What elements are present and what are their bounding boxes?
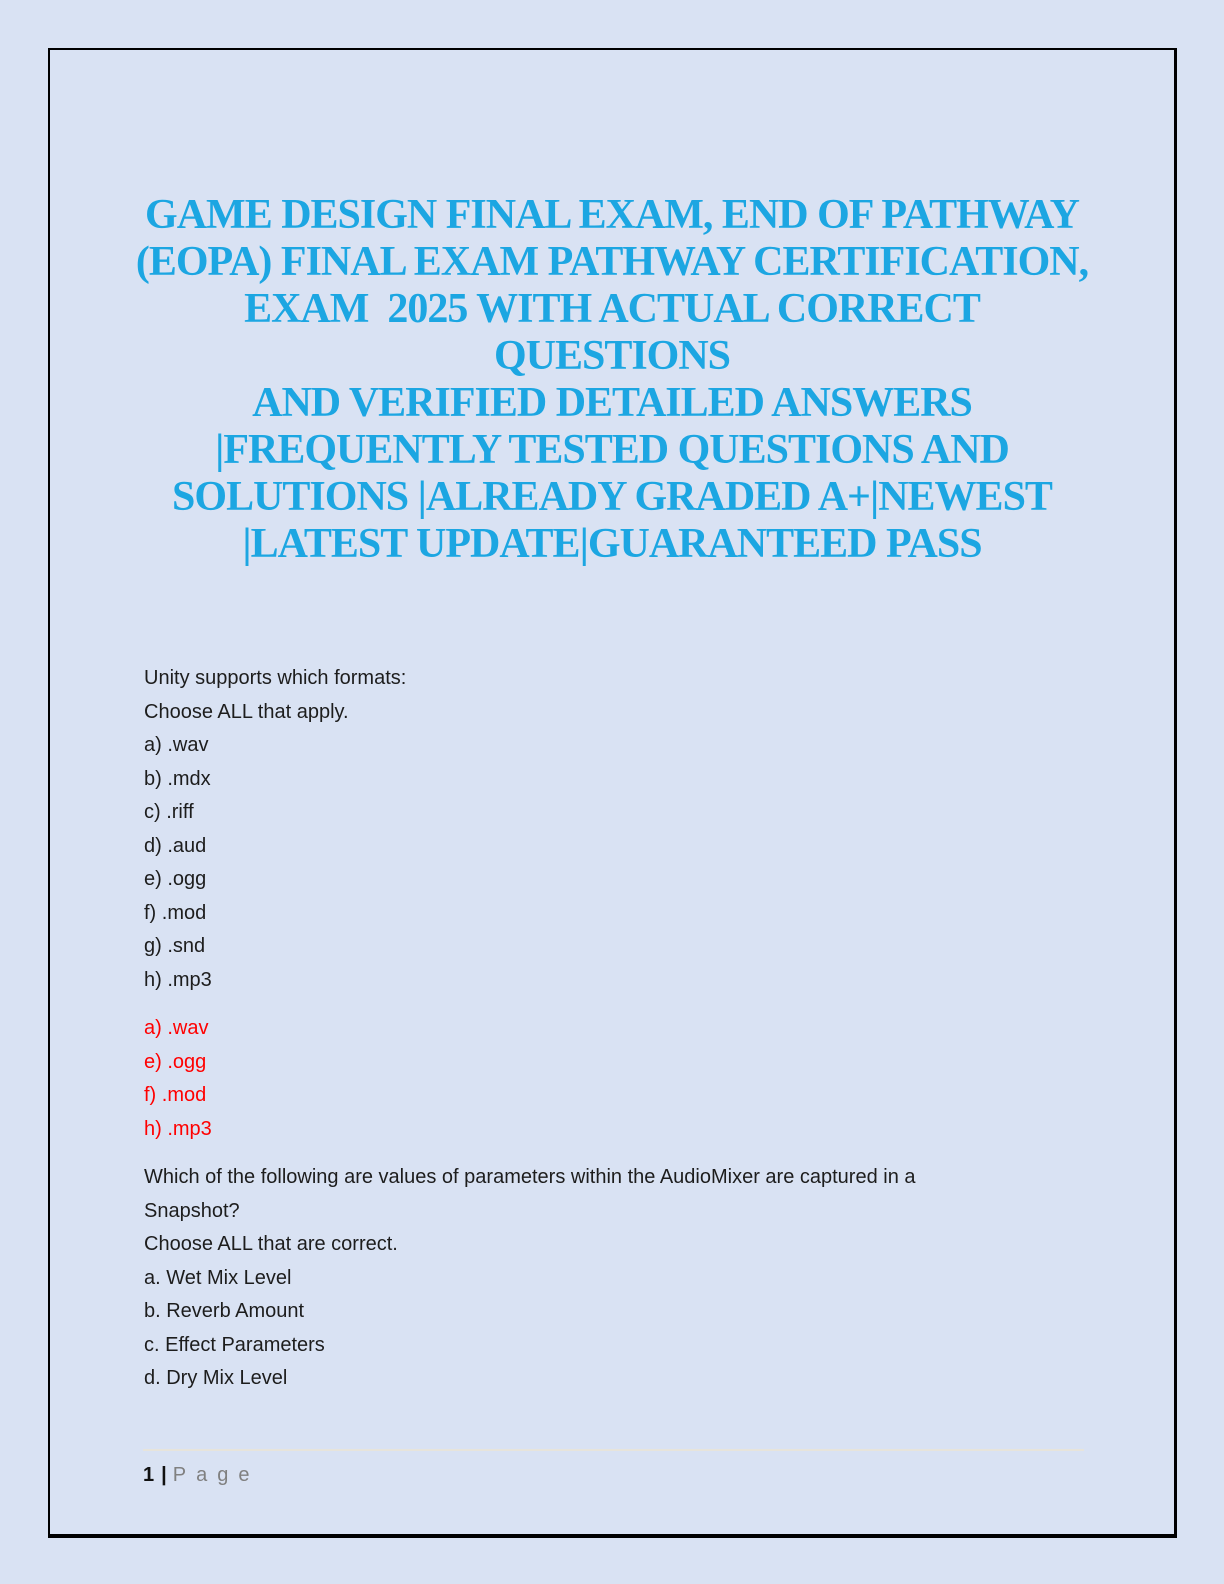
question-1-option-e: e) .ogg [144,868,207,890]
question-2-option-b: b. Reverb Amount [144,1300,305,1322]
question-2-prompt-line-1: Which of the following are values of parameters within the AudioMixer are captured in a [144,1166,916,1188]
question-1-option-c: c) .riff [144,801,194,823]
correct-answer: a) .wav [144,1017,209,1039]
footer-page-label: Page [172,1464,260,1486]
question-2-prompt-line-2: Snapshot? [144,1199,240,1222]
footer-separator-line [143,1449,1084,1451]
question-1-option-a: a) .wav [144,734,209,756]
question-2-option-d: d. Dry Mix Level [144,1367,288,1389]
title-line: SOLUTIONS |ALREADY GRADED A+|NEWEST [172,474,1052,520]
question-2 [144,1161,1084,1396]
question-1 [144,662,1084,997]
question-2-instruction: Choose ALL that are correct. [144,1233,398,1255]
title-line: GAME DESIGN FINAL EXAM, END OF PATHWAY [145,192,1079,238]
question-1-option-h: h) .mp3 [144,968,212,991]
title-line: AND VERIFIED DETAILED ANSWERS [252,380,972,426]
question-1-option-g: g) .snd [144,935,206,957]
question-1-option-f: f) .mod [144,901,207,924]
question-1-prompt: Unity supports which formats: [144,667,407,689]
question-2-option-a: a. Wet Mix Level [144,1266,292,1289]
correct-answer: e) .ogg [144,1050,207,1073]
title-line: |FREQUENTLY TESTED QUESTIONS AND [215,427,1009,473]
question-1-option-b: b) .mdx [144,767,211,790]
page-footer [143,1461,259,1489]
question-1-instruction: Choose ALL that apply. [144,700,349,723]
title-line: (EOPA) FINAL EXAM PATHWAY CERTIFICATION, [135,239,1089,285]
page-number: 1 [143,1464,155,1486]
footer-pipe: | [161,1464,167,1486]
question-2-option-c: c. Effect Parameters [144,1333,325,1356]
correct-answer: h) .mp3 [144,1117,212,1140]
question-1-option-d: d) .aud [144,834,207,857]
question-1-answers [144,1012,1084,1146]
title-line: |LATEST UPDATE|GUARANTEED PASS [242,521,982,567]
correct-answer: f) .mod [144,1084,207,1106]
document-title [130,192,1094,568]
title-line: EXAM 2025 WITH ACTUAL CORRECT QUESTIONS [244,286,990,379]
